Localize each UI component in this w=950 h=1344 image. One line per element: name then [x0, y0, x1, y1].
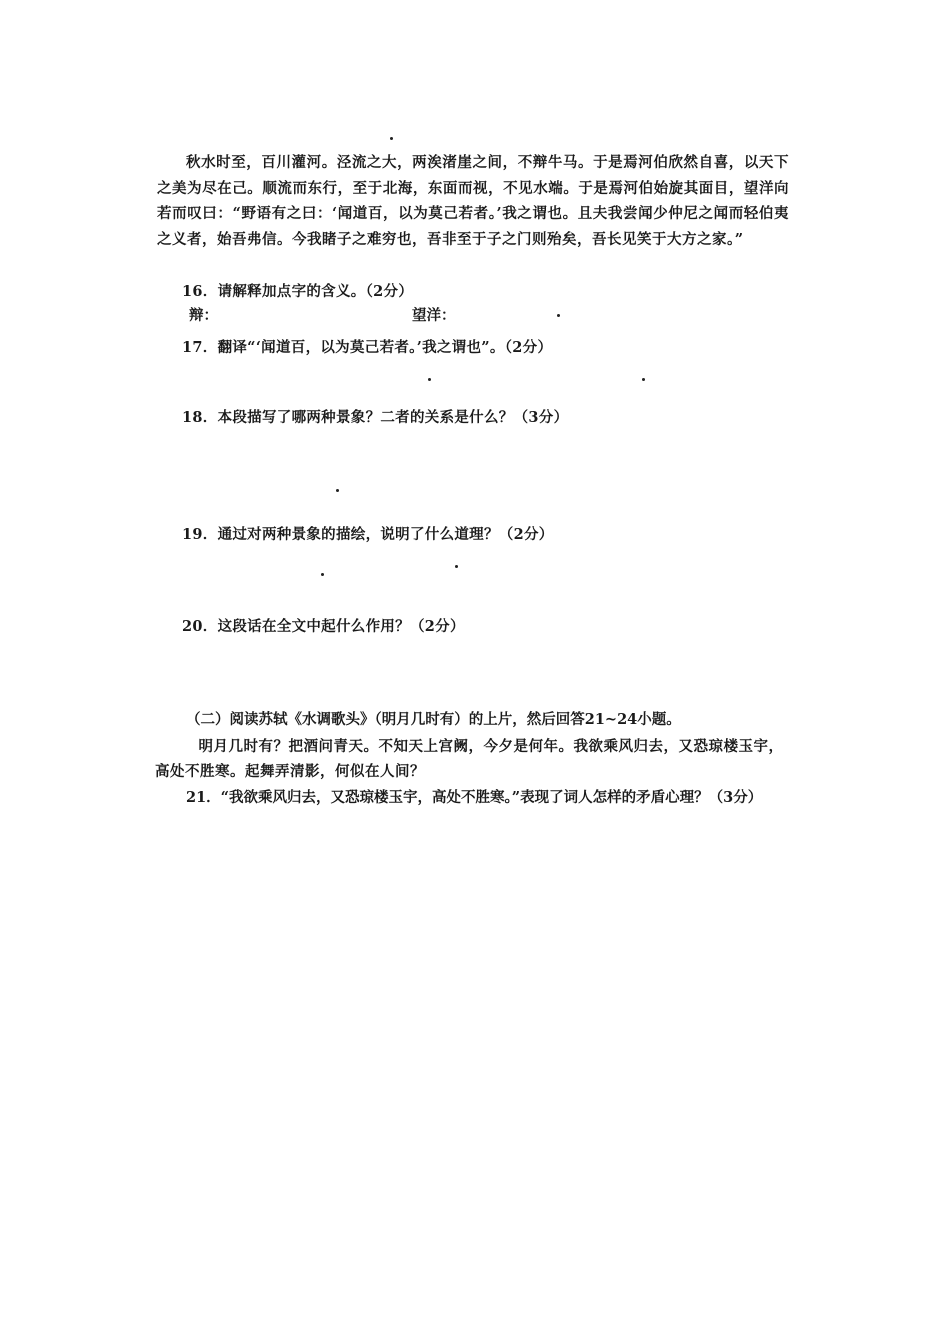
question-17: 17．翻译“‘闻道百，以为莫己若者。’我之谓也”。（2分） — [182, 339, 553, 356]
section-two-heading: （二）阅读苏轼《水调歌头》（明月几时有）的上片，然后回答21~24小题。 — [186, 711, 681, 728]
question-19: 19．通过对两种景象的描绘，说明了什么道理？（2分） — [182, 526, 554, 543]
scan-speck — [321, 573, 324, 576]
poem-text: 明月几时有？把酒问青天。不知天上宫阙，今夕是何年。我欲乘风归去，又恐琼楼玉宇，高处不胜寒。起舞弄清影，何似在人间？ — [155, 738, 784, 780]
question-18: 18．本段描写了哪两种景象？二者的关系是什么？（3分） — [182, 409, 569, 426]
question-21: 21．“我欲乘风归去，又恐琼楼玉宇，高处不胜寒。”表现了词人怎样的矛盾心理？（3分） — [186, 789, 763, 806]
scan-speck — [428, 378, 431, 381]
question-16-blanks — [182, 304, 602, 326]
blank-label-wangyang: 望洋： — [412, 307, 456, 324]
blank-label-bian: 辩： — [189, 307, 218, 324]
scan-speck — [390, 137, 393, 140]
question-20: 20．这段话在全文中起什么作用？（2分） — [182, 618, 465, 635]
scan-speck — [336, 489, 339, 492]
scan-speck — [642, 378, 645, 381]
poem-block — [155, 734, 787, 784]
question-16: 16．请解释加点字的含义。（2分） — [182, 283, 414, 300]
scan-speck — [455, 565, 458, 568]
scan-speck — [557, 314, 560, 317]
reading-passage — [157, 150, 789, 252]
passage-text: 秋水时至，百川灌河。泾流之大，两涘渚崖之间，不辩牛马。于是焉河伯欣然自喜，以天下之美为尽在己。顺流而东行，至于北海，东面而视，不见水端。于是焉河伯始旋其面目，望洋向若而叹曰：“野语有之曰：‘闻道百，以为莫己若者。’我之谓也。且夫我尝闻少仲尼之闻而轻伯夷之义者，始吾弗信。今我睹子之难穷也，吾非至于子之门则殆矣，吾长见笑于大方之家。” — [157, 154, 789, 248]
